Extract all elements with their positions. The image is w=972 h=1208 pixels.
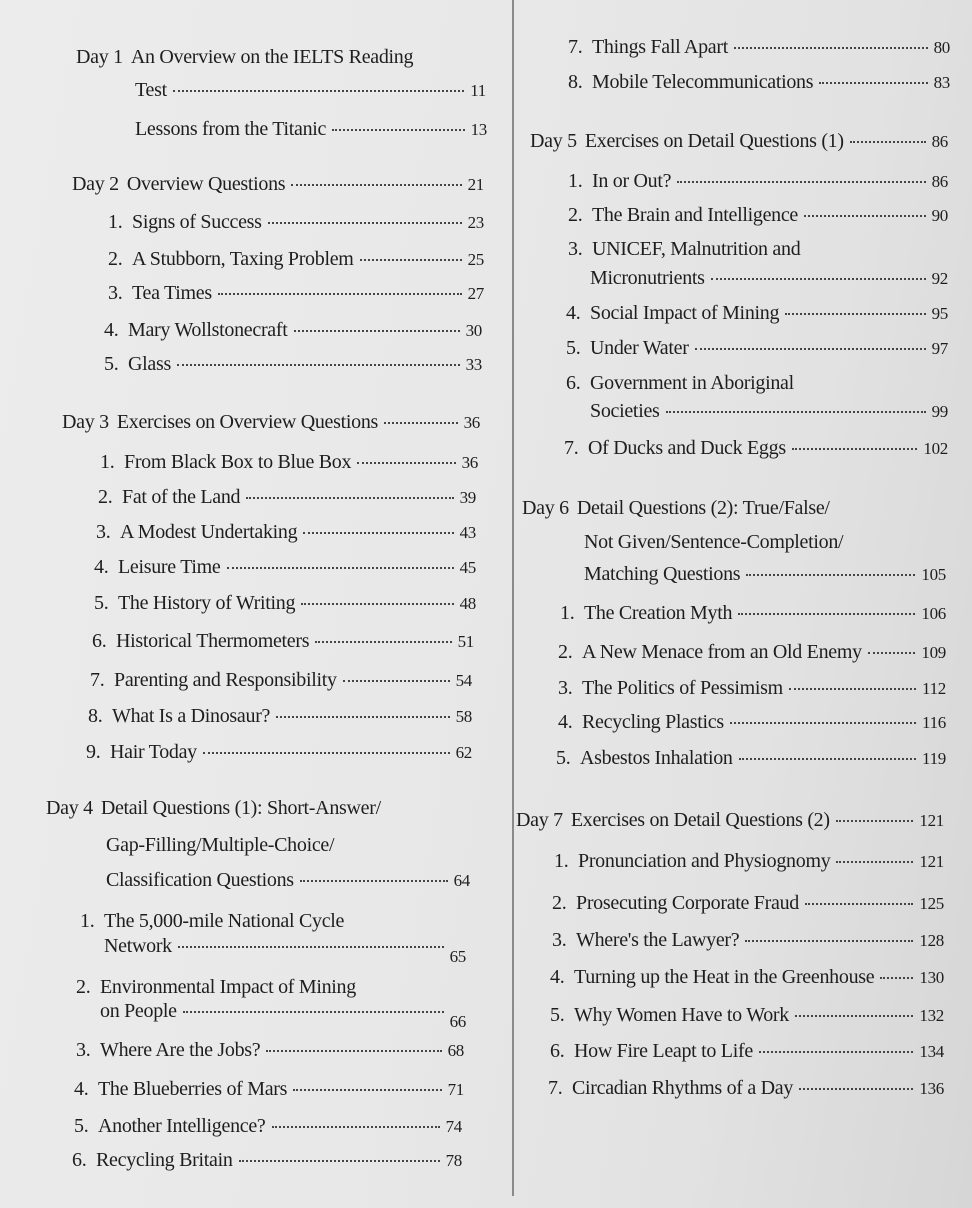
toc-entry[interactable]	[590, 399, 948, 424]
toc-entry[interactable]	[88, 704, 472, 729]
page-number: 11	[470, 81, 486, 100]
entry-title: Recycling Britain	[96, 1149, 233, 1171]
toc-entry[interactable]	[94, 591, 476, 616]
toc-entry[interactable]	[590, 266, 948, 291]
entry-number: 1.	[554, 850, 569, 872]
entry-title: The Brain and Intelligence	[592, 204, 798, 226]
page-number: 68	[447, 1041, 464, 1060]
page-number: 86	[931, 132, 948, 151]
page-number: 51	[457, 632, 474, 651]
page-number: 130	[919, 968, 944, 987]
entry-title: Mary Wollstonecraft	[128, 319, 288, 341]
entry-title: Things Fall Apart	[592, 36, 729, 58]
dot-leader	[178, 946, 444, 948]
dot-leader	[836, 820, 914, 822]
entry-number: 3.	[76, 1039, 91, 1061]
day-label: Day 5	[530, 130, 577, 152]
dot-leader	[332, 129, 464, 131]
day-label: Day 2	[72, 173, 119, 195]
dot-leader	[177, 364, 460, 366]
toc-entry[interactable]	[566, 336, 948, 361]
page-number: 95	[931, 304, 948, 323]
page-number: 71	[447, 1080, 464, 1099]
day-heading-line	[76, 45, 413, 69]
page-number: 105	[921, 565, 946, 584]
entry-title: Environmental Impact of Mining	[100, 976, 356, 998]
entry-number: 9.	[86, 741, 101, 763]
toc-entry[interactable]	[74, 1114, 462, 1139]
toc-entry[interactable]	[566, 301, 948, 326]
page-number: 39	[459, 488, 476, 507]
entry-title: How Fire Leapt to Life	[574, 1040, 753, 1062]
entry-title: Network	[104, 935, 172, 957]
day-heading-line	[135, 78, 486, 103]
dot-leader	[294, 330, 460, 332]
day-title: An Overview on the IELTS Reading	[130, 46, 414, 68]
day-heading-line	[584, 530, 843, 554]
dot-leader	[789, 688, 916, 690]
page-number: 33	[465, 355, 482, 374]
day-label: Day 1	[76, 46, 123, 68]
entry-number: 2.	[558, 641, 573, 663]
entry-number: 1.	[560, 602, 575, 624]
day-title: Detail Questions (2): True/False/	[576, 497, 830, 519]
day-heading-line	[72, 172, 484, 197]
entry-title: Leisure Time	[118, 556, 221, 578]
toc-entry[interactable]	[556, 746, 946, 771]
toc-entry[interactable]	[554, 849, 944, 874]
dot-leader	[799, 1088, 913, 1090]
day-heading-line	[584, 562, 946, 587]
toc-entry[interactable]	[104, 318, 482, 343]
day-label: Day 4	[46, 797, 93, 819]
toc-entry[interactable]	[552, 891, 944, 916]
dot-leader	[384, 422, 458, 424]
toc-entry[interactable]	[108, 247, 484, 272]
entry-title: Parenting and Responsibility	[114, 669, 337, 691]
page-number: 119	[922, 749, 946, 768]
dot-leader	[218, 293, 462, 295]
page-number: 134	[919, 1042, 944, 1061]
entry-title: A Modest Undertaking	[120, 521, 298, 543]
dot-leader	[804, 215, 926, 217]
entry-title: Where's the Lawyer?	[576, 929, 740, 951]
page-number: 80	[933, 38, 950, 57]
day-heading-line	[46, 796, 381, 820]
entry-title: Of Ducks and Duck Eggs	[588, 437, 786, 459]
entry-number: 5.	[556, 747, 571, 769]
toc-entry[interactable]	[550, 965, 944, 990]
entry-number: 3.	[552, 929, 567, 951]
entry-title: Another Intelligence?	[98, 1115, 266, 1137]
dot-leader	[300, 880, 448, 882]
entry-title: A New Menace from an Old Enemy	[582, 641, 862, 663]
entry-number: 5.	[104, 353, 119, 375]
dot-leader	[239, 1160, 440, 1162]
toc-entry[interactable]	[100, 999, 466, 1031]
day-title: Overview Questions	[126, 173, 286, 195]
entry-title: Circadian Rhythms of a Day	[572, 1077, 794, 1099]
entry-title: A Stubborn, Taxing Problem	[132, 248, 354, 270]
page-number: 36	[463, 413, 480, 432]
page-number: 99	[931, 402, 948, 421]
dot-leader	[357, 462, 455, 464]
dot-leader	[836, 861, 913, 863]
page-number: 121	[919, 811, 944, 830]
entry-title: The History of Writing	[118, 592, 296, 614]
day-heading-line	[106, 868, 470, 893]
dot-leader	[227, 567, 454, 569]
entry-title: Societies	[590, 400, 660, 422]
dot-leader	[293, 1089, 441, 1091]
entry-number: 4.	[94, 556, 109, 578]
page-number: 43	[459, 523, 476, 542]
page-number: 58	[455, 707, 472, 726]
dot-leader	[738, 613, 915, 615]
page-number: 132	[919, 1006, 944, 1025]
day-heading-line	[62, 410, 480, 435]
page-number: 65	[449, 947, 466, 966]
entry-number: 7.	[564, 437, 579, 459]
page-number: 92	[931, 269, 948, 288]
page-number: 102	[923, 439, 948, 458]
entry-title: Turning up the Heat in the Greenhouse	[574, 966, 875, 988]
day-title: Exercises on Overview Questions	[116, 411, 379, 433]
toc-entry[interactable]	[92, 629, 474, 654]
page-number: 83	[933, 73, 950, 92]
dot-leader	[785, 313, 925, 315]
toc-entry[interactable]	[558, 710, 946, 735]
dot-leader	[301, 603, 453, 605]
toc-entry[interactable]	[96, 520, 476, 545]
entry-number: 4.	[74, 1078, 89, 1100]
dot-leader	[850, 141, 926, 143]
dot-leader	[677, 181, 925, 183]
page-number: 48	[459, 594, 476, 613]
entry-number: 8.	[568, 71, 583, 93]
day-label: Day 6	[522, 497, 569, 519]
toc-entry[interactable]	[568, 237, 800, 261]
dot-leader	[795, 1015, 913, 1017]
toc-entry[interactable]	[104, 352, 482, 377]
page-number: 106	[921, 604, 946, 623]
entry-title: Prosecuting Corporate Fraud	[576, 892, 799, 914]
day-title: Gap-Filling/Multiple-Choice/	[106, 834, 335, 856]
entry-title: Asbestos Inhalation	[580, 747, 733, 769]
entry-title: Historical Thermometers	[116, 630, 310, 652]
toc-entry[interactable]	[98, 485, 476, 510]
dot-leader	[880, 977, 913, 979]
entry-number: 2.	[98, 486, 113, 508]
entry-title: The Creation Myth	[584, 602, 733, 624]
entry-number: 5.	[94, 592, 109, 614]
entry-number: 6.	[566, 372, 581, 394]
toc-entry[interactable]	[552, 928, 944, 953]
dot-leader	[183, 1011, 444, 1013]
day-heading-line	[516, 808, 944, 833]
column-divider	[512, 0, 514, 1196]
dot-leader	[734, 47, 928, 49]
entry-number: 6.	[72, 1149, 87, 1171]
entry-number: 4.	[104, 319, 119, 341]
entry-title: Signs of Success	[132, 211, 262, 233]
entry-number: 1.	[108, 211, 123, 233]
entry-number: 2.	[108, 248, 123, 270]
page-number: 25	[467, 250, 484, 269]
page-number: 13	[470, 120, 487, 139]
day-label: Day 7	[516, 809, 563, 831]
page-number: 74	[445, 1117, 462, 1136]
page-number: 90	[931, 206, 948, 225]
page-number: 109	[921, 643, 946, 662]
day-heading-line	[530, 129, 948, 154]
entry-number: 1.	[80, 910, 95, 932]
entry-number: 4.	[558, 711, 573, 733]
toc-entry[interactable]	[558, 640, 946, 665]
page-number: 112	[922, 679, 946, 698]
dot-leader	[711, 278, 926, 280]
toc-entry[interactable]	[108, 281, 484, 306]
dot-leader	[730, 722, 916, 724]
entry-title: Under Water	[590, 337, 689, 359]
dot-leader	[745, 940, 913, 942]
toc-entry[interactable]	[564, 436, 948, 461]
page-number: 36	[461, 453, 478, 472]
entry-title: Pronunciation and Physiognomy	[578, 850, 831, 872]
entry-number: 5.	[74, 1115, 89, 1137]
entry-title: Hair Today	[110, 741, 197, 763]
toc-entry[interactable]	[550, 1003, 944, 1028]
entry-number: 7.	[90, 669, 105, 691]
day-title: Exercises on Detail Questions (1)	[584, 130, 844, 152]
entry-title: Why Women Have to Work	[574, 1004, 789, 1026]
entry-number: 3.	[96, 521, 111, 543]
day-title: Not Given/Sentence-Completion/	[584, 531, 844, 553]
toc-entry[interactable]	[568, 169, 948, 194]
toc-entry[interactable]	[108, 210, 484, 235]
toc-entry[interactable]	[94, 555, 476, 580]
entry-title: The 5,000-mile National Cycle	[104, 910, 345, 932]
page-number: 121	[919, 852, 944, 871]
entry-title: The Politics of Pessimism	[582, 677, 783, 699]
page-number: 136	[919, 1079, 944, 1098]
page-number: 64	[453, 871, 470, 890]
entry-title: Micronutrients	[590, 267, 705, 289]
page-number: 30	[465, 321, 482, 340]
entry-number: 3.	[568, 238, 583, 260]
entry-number: 4.	[550, 966, 565, 988]
dot-leader	[173, 90, 464, 92]
day-title: Test	[135, 79, 167, 101]
toc-entry[interactable]	[550, 1039, 944, 1064]
dot-leader	[739, 758, 916, 760]
dot-leader	[276, 716, 449, 718]
entry-number: 5.	[550, 1004, 565, 1026]
dot-leader	[343, 680, 450, 682]
entry-title: on People	[100, 1000, 177, 1022]
dot-leader	[303, 532, 453, 534]
entry-number: 2.	[76, 976, 91, 998]
dot-leader	[246, 497, 453, 499]
dot-leader	[266, 1050, 441, 1052]
entry-number: 5.	[566, 337, 581, 359]
entry-title: Social Impact of Mining	[590, 302, 780, 324]
page-number: 62	[455, 743, 472, 762]
toc-entry[interactable]	[104, 934, 466, 966]
entry-number: 7.	[548, 1077, 563, 1099]
page-number: 23	[467, 213, 484, 232]
entry-number: 2.	[552, 892, 567, 914]
page-number: 86	[931, 172, 948, 191]
page-number: 78	[445, 1151, 462, 1170]
toc-entry[interactable]	[76, 975, 356, 999]
entry-number: 4.	[566, 302, 581, 324]
page-number: 125	[919, 894, 944, 913]
entry-title: Tea Times	[132, 282, 212, 304]
entry-number: 3.	[558, 677, 573, 699]
toc-entry[interactable]	[80, 909, 344, 933]
toc-entry[interactable]	[566, 371, 794, 395]
toc-entry[interactable]	[568, 203, 948, 228]
entry-title: Recycling Plastics	[582, 711, 724, 733]
entry-title: Mobile Telecommunications	[592, 71, 814, 93]
dot-leader	[746, 574, 915, 576]
toc-entry[interactable]	[90, 668, 472, 693]
entry-title: From Black Box to Blue Box	[124, 451, 352, 473]
dot-leader	[695, 348, 926, 350]
dot-leader	[792, 448, 918, 450]
page-number: 116	[922, 713, 946, 732]
day-title: Detail Questions (1): Short-Answer/	[100, 797, 381, 819]
page-number: 97	[931, 339, 948, 358]
toc-entry[interactable]	[568, 35, 950, 60]
toc-entry[interactable]	[560, 601, 946, 626]
entry-title: Fat of the Land	[122, 486, 241, 508]
toc-entry[interactable]	[135, 117, 487, 142]
entry-title: Where Are the Jobs?	[100, 1039, 261, 1061]
page-number: 45	[459, 558, 476, 577]
entry-title: The Blueberries of Mars	[98, 1078, 288, 1100]
page-number: 54	[455, 671, 472, 690]
entry-number: 8.	[88, 705, 103, 727]
dot-leader	[272, 1126, 440, 1128]
toc-entry[interactable]	[74, 1077, 464, 1102]
entry-number: 3.	[108, 282, 123, 304]
entry-number: 1.	[100, 451, 115, 473]
entry-number: 7.	[568, 36, 583, 58]
day-title: Matching Questions	[584, 563, 741, 585]
dot-leader	[203, 752, 450, 754]
toc-entry[interactable]	[72, 1148, 462, 1173]
day-heading-line	[522, 496, 830, 520]
toc-entry[interactable]	[558, 676, 946, 701]
day-heading-line	[106, 833, 334, 857]
entry-title: UNICEF, Malnutrition and	[592, 238, 801, 260]
entry-title: Glass	[128, 353, 171, 375]
entry-number: 6.	[550, 1040, 565, 1062]
dot-leader	[666, 411, 926, 413]
toc-entry[interactable]	[568, 70, 950, 95]
entry-title: In or Out?	[592, 170, 672, 192]
toc-entry[interactable]	[100, 450, 478, 475]
page-number: 27	[467, 284, 484, 303]
page-number: 21	[467, 175, 484, 194]
dot-leader	[268, 222, 462, 224]
dot-leader	[759, 1051, 913, 1053]
page-number: 66	[449, 1012, 466, 1031]
toc-entry[interactable]	[548, 1076, 944, 1101]
entry-number: 6.	[92, 630, 107, 652]
entry-number: 1.	[568, 170, 583, 192]
toc-entry[interactable]	[76, 1038, 464, 1063]
toc-entry[interactable]	[86, 740, 472, 765]
day-label: Day 3	[62, 411, 109, 433]
day-title: Exercises on Detail Questions (2)	[570, 809, 830, 831]
entry-title: Lessons from the Titanic	[135, 118, 327, 140]
dot-leader	[291, 184, 461, 186]
dot-leader	[805, 903, 913, 905]
dot-leader	[868, 652, 916, 654]
entry-title: Government in Aboriginal	[590, 372, 794, 394]
day-title: Classification Questions	[106, 869, 294, 891]
dot-leader	[315, 641, 451, 643]
entry-title: What Is a Dinosaur?	[112, 705, 271, 727]
entry-number: 2.	[568, 204, 583, 226]
dot-leader	[819, 82, 927, 84]
dot-leader	[360, 259, 462, 261]
page-number: 128	[919, 931, 944, 950]
